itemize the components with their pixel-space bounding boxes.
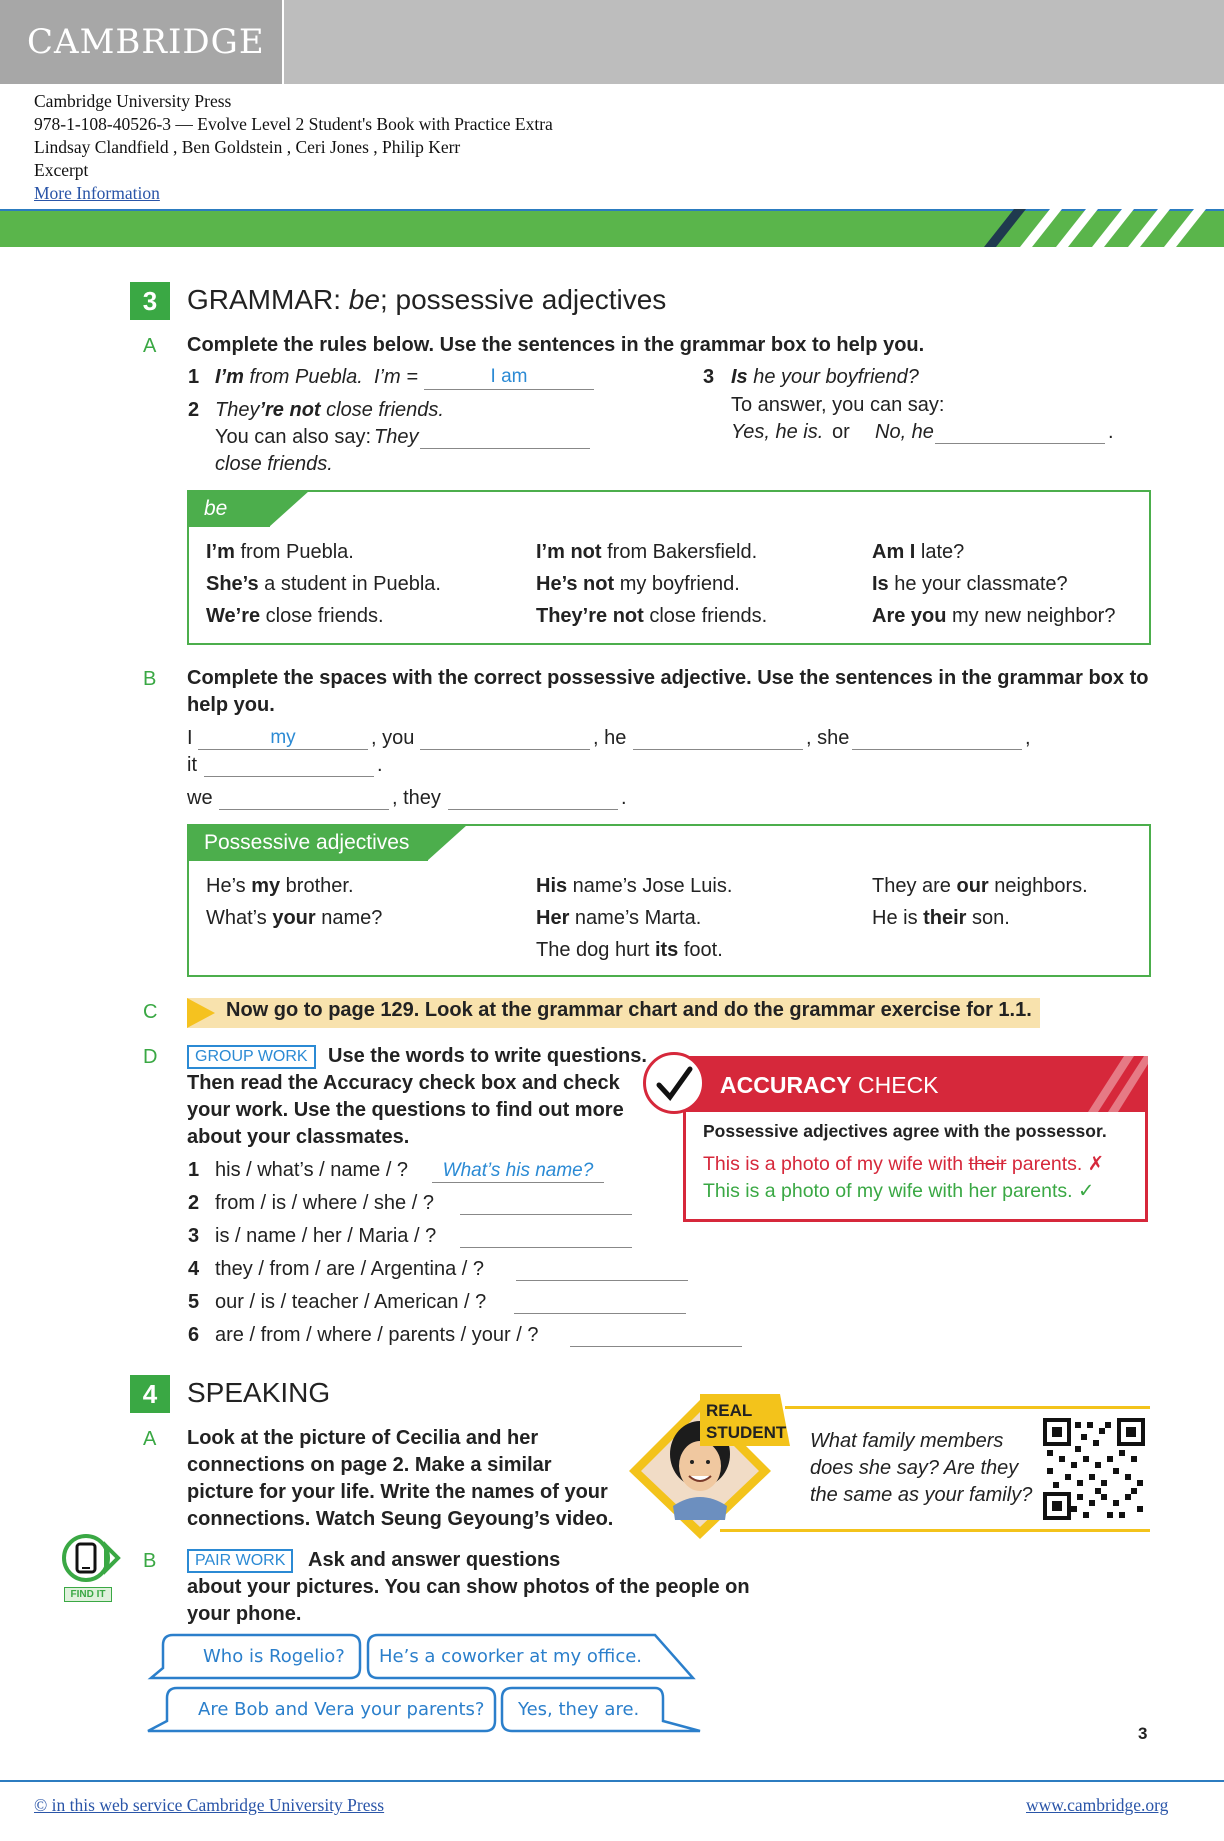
tab-corner bbox=[427, 825, 467, 861]
exercise-letter-a: A bbox=[143, 1428, 157, 1450]
copyright-link[interactable]: © in this web service Cambridge University Press bbox=[34, 1795, 385, 1815]
real-student-label: REAL STUDENT bbox=[706, 1401, 787, 1442]
be-sentence: We’re close friends. bbox=[206, 605, 384, 627]
possessive-sentence: What’s your name? bbox=[206, 907, 383, 929]
cambridge-logo bbox=[0, 0, 284, 84]
speaking-title: SPEAKING bbox=[187, 1377, 331, 1408]
rule-2-end: close friends. bbox=[215, 453, 333, 475]
isbn-title: 978-1-108-40526-3 — Evolve Level 2 Student's Book with Practice Extra bbox=[34, 114, 553, 134]
rule-3-no: No, he bbox=[875, 421, 934, 443]
qr-code[interactable] bbox=[1043, 1418, 1145, 1520]
publication-info bbox=[34, 90, 553, 205]
instruction-speaking-a: picture for your life. Write the names of your bbox=[187, 1481, 608, 1503]
answer-blank[interactable] bbox=[432, 1182, 604, 1183]
section-number-4: 4 bbox=[130, 1375, 170, 1413]
question-words: they / from / are / Argentina / ? bbox=[215, 1258, 485, 1280]
instruction-d-line: about your classmates. bbox=[187, 1126, 410, 1148]
exercise-letter-b: B bbox=[143, 1550, 157, 1572]
possessive-sentence: His name’s Jose Luis. bbox=[536, 875, 733, 897]
answer-blank[interactable] bbox=[204, 776, 374, 777]
answer-blank[interactable] bbox=[420, 749, 590, 750]
answer-blank[interactable] bbox=[420, 448, 590, 449]
instruction-speaking-a: connections. Watch Seung Geyoung’s video. bbox=[187, 1508, 614, 1530]
be-sentence: He’s not my boyfriend. bbox=[536, 573, 740, 595]
rule-3-dot: . bbox=[1108, 421, 1114, 443]
answer-blank[interactable] bbox=[460, 1247, 632, 1248]
incorrect-example: This is a photo of my wife with their parents. ✗ bbox=[703, 1153, 1105, 1175]
be-sentence: They’re not close friends. bbox=[536, 605, 768, 627]
item-number: 2 bbox=[188, 1192, 200, 1214]
pronoun-we: we bbox=[187, 787, 213, 809]
be-sentence: She’s a student in Puebla. bbox=[206, 573, 441, 595]
possessive-sentence: Her name’s Marta. bbox=[536, 907, 702, 929]
speech-bubble-text: Yes, they are. bbox=[518, 1699, 640, 1720]
instruction-speaking-a: connections on page 2. Make a similar bbox=[187, 1454, 552, 1476]
pronoun-i: I bbox=[187, 727, 193, 749]
dot: . bbox=[377, 754, 383, 776]
question-words: is / name / her / Maria / ? bbox=[215, 1225, 437, 1247]
answer-blank[interactable] bbox=[448, 809, 618, 810]
rule-2-they: They bbox=[374, 426, 419, 448]
pronoun-it: it bbox=[187, 754, 197, 776]
grammar-box-tab: Possessive adjectives bbox=[188, 825, 428, 861]
instruction-d-line: Use the words to write questions. bbox=[328, 1045, 647, 1067]
stripe-decoration bbox=[984, 209, 1224, 247]
answer-blank[interactable] bbox=[633, 749, 803, 750]
tab-corner bbox=[269, 491, 309, 527]
be-sentence: Is he your classmate? bbox=[872, 573, 1068, 595]
pair-work-tag: PAIR WORK bbox=[187, 1549, 293, 1573]
accuracy-check-title: ACCURACY CHECK bbox=[720, 1072, 939, 1098]
exercise-letter-c: C bbox=[143, 1001, 158, 1023]
correct-example: This is a photo of my wife with her parents. ✓ bbox=[703, 1180, 1095, 1202]
instruction-d-line: Then read the Accuracy check box and check bbox=[187, 1072, 620, 1094]
question-words: his / what’s / name / ? bbox=[215, 1159, 409, 1181]
instruction-speaking-a: Look at the picture of Cecilia and her bbox=[187, 1427, 539, 1449]
item-number: 6 bbox=[188, 1324, 200, 1346]
reference-text: Now go to page 129. Look at the grammar chart and do the grammar exercise for 1.1. bbox=[226, 999, 1032, 1021]
answer-blank[interactable] bbox=[514, 1313, 686, 1314]
answer-blank[interactable] bbox=[219, 809, 389, 810]
sample-answer: I am bbox=[490, 366, 528, 387]
exercise-letter-b: B bbox=[143, 668, 157, 690]
answer-blank[interactable] bbox=[460, 1214, 632, 1215]
dot: . bbox=[621, 787, 627, 809]
possessive-sentence: The dog hurt its foot. bbox=[536, 939, 723, 961]
grammar-box-be bbox=[187, 490, 1151, 645]
section-number-3: 3 bbox=[130, 282, 170, 320]
be-sentence: I’m from Puebla. bbox=[206, 541, 354, 563]
item-number: 1 bbox=[188, 366, 200, 388]
speech-bubble-text: Who is Rogelio? bbox=[203, 1646, 345, 1667]
pronoun-he: , he bbox=[593, 727, 627, 749]
instruction-a: Complete the rules below. Use the sentences in the grammar box to help you. bbox=[187, 334, 925, 356]
instruction-speaking-b: your phone. bbox=[187, 1603, 302, 1625]
checkmark-icon bbox=[643, 1052, 705, 1114]
grammar-title bbox=[187, 284, 666, 316]
item-number: 5 bbox=[188, 1291, 200, 1313]
be-sentence: Are you my new neighbor? bbox=[872, 605, 1116, 627]
title-prefix: GRAMMAR: bbox=[187, 284, 349, 315]
be-sentence: Am I late? bbox=[872, 541, 965, 563]
item-number: 2 bbox=[188, 399, 200, 421]
title-suffix: ; possessive adjectives bbox=[379, 284, 667, 315]
exercise-letter-d: D bbox=[143, 1046, 158, 1068]
sample-answer: my bbox=[270, 727, 296, 748]
sample-answer: What’s his name? bbox=[442, 1160, 594, 1181]
answer-blank[interactable] bbox=[516, 1280, 688, 1281]
item-number: 4 bbox=[188, 1258, 200, 1280]
rule-1-eq: I’m = bbox=[374, 366, 418, 388]
answer-blank[interactable] bbox=[852, 749, 1022, 750]
possessive-sentence: He is their son. bbox=[872, 907, 1010, 929]
rule-1: I’m from Puebla. bbox=[215, 366, 363, 388]
speech-bubble-text: He’s a coworker at my office. bbox=[379, 1646, 643, 1667]
possessive-sentence: He’s my brother. bbox=[206, 875, 354, 897]
possessive-sentence: They are our neighbors. bbox=[872, 875, 1088, 897]
logo-text: CAMBRIDGE bbox=[27, 22, 265, 62]
footer-divider bbox=[0, 1780, 1224, 1782]
phone-icon bbox=[60, 1532, 124, 1584]
rule-2-also: You can also say: bbox=[215, 426, 372, 448]
pronoun-they: , they bbox=[392, 787, 441, 809]
find-it-label: FIND IT bbox=[64, 1587, 112, 1602]
speech-bubble-text: Are Bob and Vera your parents? bbox=[198, 1699, 485, 1720]
instruction-speaking-b: Ask and answer questions bbox=[308, 1549, 561, 1571]
question-words: our / is / teacher / American / ? bbox=[215, 1291, 487, 1313]
accuracy-rule: Possessive adjectives agree with the possessor. bbox=[703, 1121, 1107, 1141]
instruction-d-line: your work. Use the questions to find out more bbox=[187, 1099, 624, 1121]
excerpt-label: Excerpt bbox=[34, 160, 89, 180]
pronoun-you: , you bbox=[371, 727, 415, 749]
item-number: 3 bbox=[703, 366, 715, 388]
group-work-tag: GROUP WORK bbox=[187, 1045, 316, 1069]
publisher: Cambridge University Press bbox=[34, 91, 232, 111]
comma: , bbox=[1025, 727, 1031, 749]
title-be: be bbox=[348, 284, 380, 315]
real-student-bottom-line bbox=[720, 1529, 1150, 1532]
answer-blank[interactable] bbox=[198, 749, 368, 750]
answer-blank[interactable] bbox=[935, 443, 1105, 444]
item-number: 3 bbox=[188, 1225, 200, 1247]
answer-blank[interactable] bbox=[570, 1346, 742, 1347]
real-student-top-line bbox=[785, 1406, 1150, 1409]
accuracy-stripes bbox=[1078, 1056, 1148, 1112]
authors: Lindsay Clandfield , Ben Goldstein , Ceri Jones , Philip Kerr bbox=[34, 137, 461, 157]
grammar-box-possessive bbox=[187, 824, 1151, 977]
be-sentence: I’m not from Bakersfield. bbox=[536, 541, 758, 563]
rule-2: They’re not close friends. bbox=[215, 399, 444, 421]
page-number: 3 bbox=[1138, 1724, 1148, 1743]
rule-3-or: or bbox=[832, 421, 850, 443]
instruction-speaking-b: about your pictures. You can show photos of the people on bbox=[187, 1576, 750, 1598]
instruction-b-line2: help you. bbox=[187, 694, 275, 716]
real-student-question: What family members does she say? Are they the same as your family? bbox=[810, 1430, 1033, 1506]
website-link[interactable]: www.cambridge.org bbox=[1026, 1795, 1169, 1815]
item-number: 1 bbox=[188, 1159, 200, 1181]
pronoun-she: , she bbox=[806, 727, 850, 749]
answer-blank[interactable] bbox=[424, 389, 594, 390]
more-information-link[interactable]: More Information bbox=[34, 183, 160, 203]
rule-3-yes: Yes, he is. bbox=[731, 421, 824, 443]
rule-3-answer: To answer, you can say: bbox=[731, 394, 945, 416]
grammar-box-tab: be bbox=[188, 491, 270, 527]
arrow-icon bbox=[187, 998, 215, 1028]
exercise-letter-a: A bbox=[143, 335, 157, 357]
question-words: are / from / where / parents / your / ? bbox=[215, 1324, 539, 1346]
instruction-b-line1: Complete the spaces with the correct possessive adjective. Use the sentences in the grammar box to bbox=[187, 667, 1149, 689]
question-words: from / is / where / she / ? bbox=[215, 1192, 434, 1214]
rule-3: Is he your boyfriend? bbox=[731, 366, 919, 388]
